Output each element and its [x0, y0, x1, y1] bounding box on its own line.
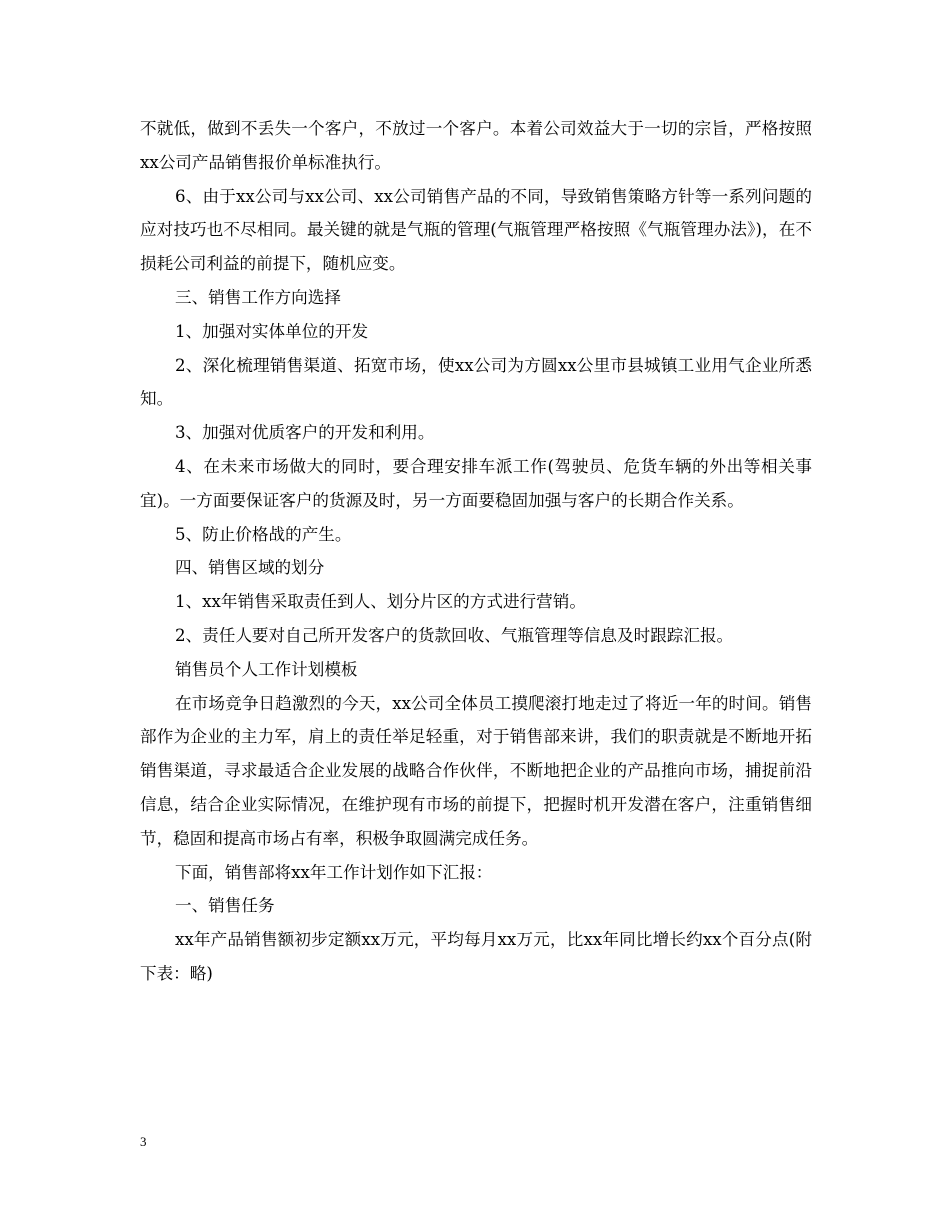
- paragraph-intro-continuation: 不就低，做到不丢失一个客户，不放过一个客户。本着公司效益大于一切的宗旨，严格按照xx公司产品销售报价单标准执行。: [140, 119, 812, 172]
- paragraph-region-1: 1、xx年销售采取责任到人、划分片区的方式进行营销。: [175, 592, 586, 612]
- paragraph-report-lead: 下面，销售部将xx年工作计划作如下汇报：: [175, 862, 493, 882]
- heading-template-title: 销售员个人工作计划模板: [175, 659, 358, 679]
- paragraph-direction-5: 5、防止价格战的产生。: [175, 524, 352, 544]
- paragraph-item-6: 6、由于xx公司与xx公司、xx公司销售产品的不同，导致销售策略方针等一系列问题的应对技巧也不尽相同。最关键的就是气瓶的管理(气瓶管理严格按照《气瓶管理办法》)，在不损耗公司利益的前提下，随机应变。: [140, 186, 812, 274]
- heading-sales-regions: 四、销售区域的划分: [175, 558, 325, 578]
- heading-sales-task: 一、销售任务: [175, 896, 275, 916]
- paragraph-sales-target: xx年产品销售额初步定额xx万元，平均每月xx万元，比xx年同比增长约xx个百分点(附下表：略): [140, 930, 812, 983]
- paragraph-region-2: 2、责任人要对自己所开发客户的货款回收、气瓶管理等信息及时跟踪汇报。: [175, 625, 734, 645]
- page-number: 3: [140, 1134, 147, 1149]
- paragraph-direction-4: 4、在未来市场做大的同时，要合理安排车派工作(驾驶员、危货车辆的外出等相关事宜)。一方面要保证客户的货源及时，另一方面要稳固加强与客户的长期合作关系。: [140, 456, 812, 510]
- heading-sales-direction: 三、销售工作方向选择: [175, 287, 341, 307]
- document-body: [140, 112, 812, 991]
- paragraph-direction-3: 3、加强对优质客户的开发和利用。: [175, 423, 435, 443]
- paragraph-template-intro: 在市场竞争日趋激烈的今天，xx公司全体员工摸爬滚打地走过了将近一年的时间。销售部作为企业的主力军，肩上的责任举足轻重，对于销售部来讲，我们的职责就是不断地开拓销售渠道，寻求最适合企业发展的战略合作伙伴，不断地把企业的产品推向市场，捕捉前沿信息，结合企业实际情况，在维护现有市场的前提下，把握时机开发潜在客户，注重销售细节，稳固和提高市场占有率，积极争取圆满完成任务。: [140, 693, 812, 848]
- paragraph-direction-1: 1、加强对实体单位的开发: [175, 321, 369, 341]
- paragraph-direction-2: 2、深化梳理销售渠道、拓宽市场，使xx公司为方圆xx公里市县城镇工业用气企业所悉知。: [140, 355, 812, 409]
